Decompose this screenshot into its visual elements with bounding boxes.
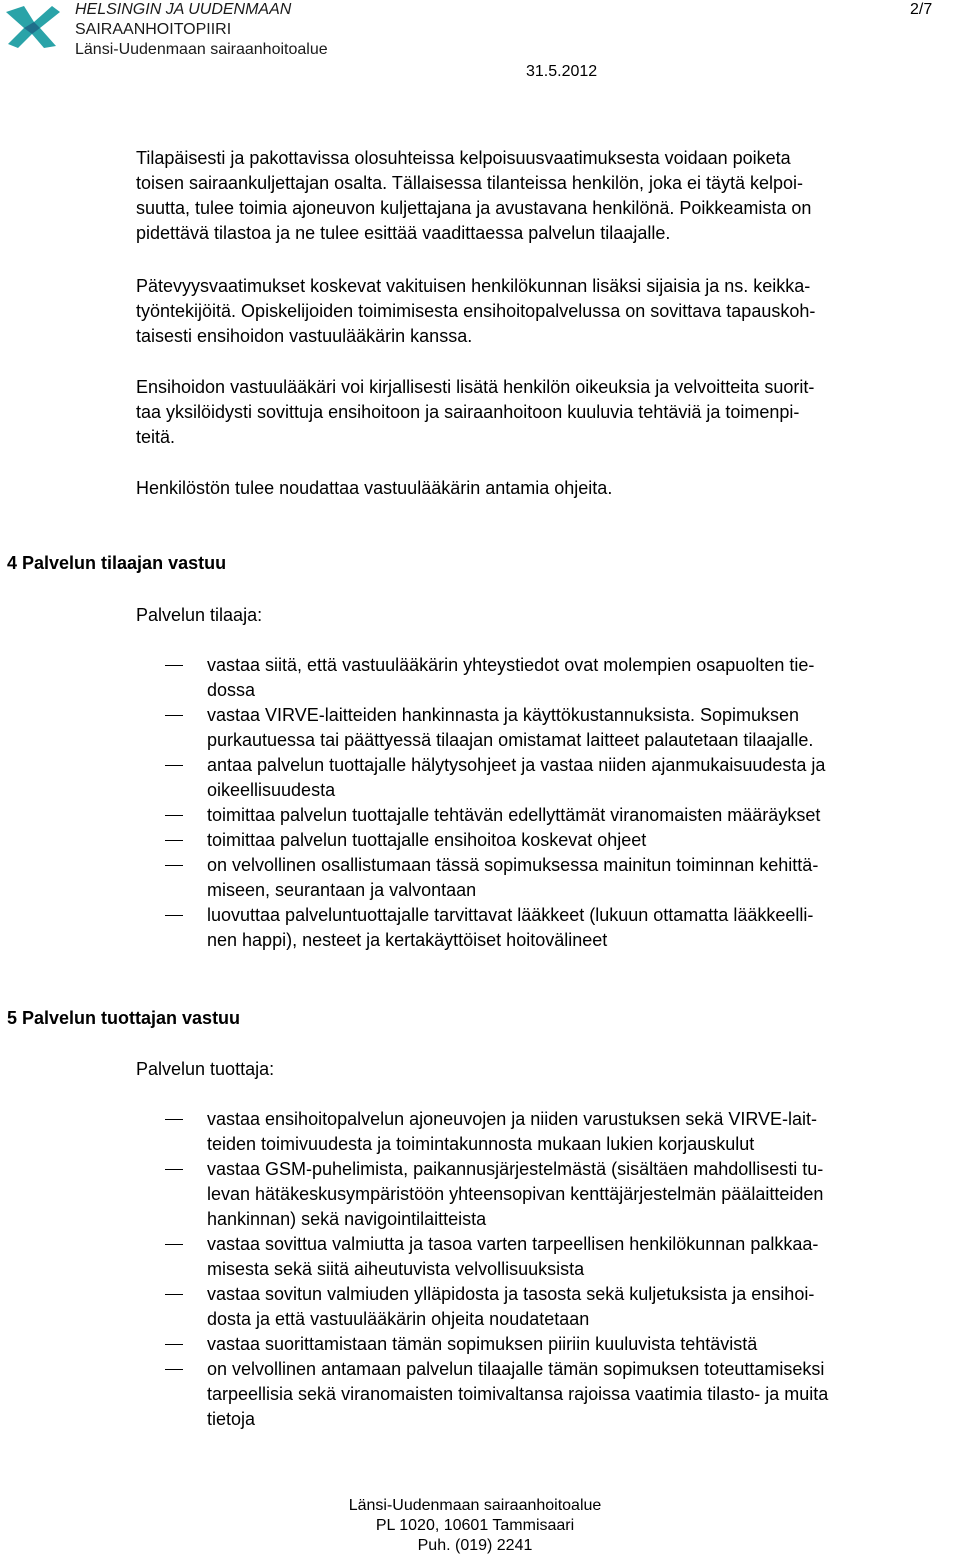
text-line: Tilapäisesti ja pakottavissa olosuhteissa kelpoisuusvaatimuksesta voidaan poiketa — [136, 148, 791, 168]
section-5-list — [165, 1107, 960, 1432]
text-line: suutta, tulee toimia ajoneuvon kuljettajana ja avustavana henkilönä. Poikkeamista on — [136, 198, 812, 218]
dash-bullet-icon — [165, 665, 183, 666]
org-line-3: Länsi-Uudenmaan sairaanhoitoalue — [75, 41, 328, 58]
dash-bullet-icon — [165, 840, 183, 841]
text-line: on velvollinen osallistumaan tässä sopimuksessa mainitun toiminnan kehittä- — [207, 855, 819, 875]
dash-bullet-icon — [165, 815, 183, 816]
dash-bullet-icon — [165, 715, 183, 716]
list-item — [165, 1332, 960, 1357]
org-line-2: SAIRAANHOITOPIIRI — [75, 21, 232, 38]
list-item — [165, 703, 960, 753]
text-line: tietoja — [207, 1409, 256, 1429]
dash-bullet-icon — [165, 1294, 183, 1295]
text-line: vastaa suorittamistaan tämän sopimuksen piiriin kuuluvista tehtävistä — [207, 1334, 758, 1354]
footer-line-2: PL 1020, 10601 Tammisaari — [375, 1517, 575, 1534]
section-4-heading: 4 Palvelun tilaajan vastuu — [7, 553, 227, 573]
list-item — [165, 853, 960, 903]
text-line: dossa — [207, 680, 256, 700]
org-line-1: HELSINGIN JA UUDENMAAN — [75, 1, 292, 18]
text-line: on velvollinen antamaan palvelun tilaajalle tämän sopimuksen toteuttamiseksi — [207, 1359, 825, 1379]
dash-bullet-icon — [165, 765, 183, 766]
list-item — [165, 903, 960, 953]
paragraph-qualifications — [136, 274, 960, 349]
text-line: toimittaa palvelun tuottajalle tehtävän edellyttämät viranomaisten määräykset — [207, 805, 821, 825]
dash-bullet-icon — [165, 865, 183, 866]
section-5-heading: 5 Palvelun tuottajan vastuu — [7, 1008, 241, 1028]
text-line: taisesti ensihoidon vastuulääkärin kanssa. — [136, 326, 473, 346]
text-line: työntekijöitä. Opiskelijoiden toimimisesta ensihoitopalvelussa on sovittava tapauskoh- — [136, 301, 816, 321]
dash-bullet-icon — [165, 1119, 183, 1120]
list-item — [165, 1282, 960, 1332]
text-line: vastaa ensihoitopalvelun ajoneuvojen ja niiden varustuksen sekä VIRVE-lait- — [207, 1109, 818, 1129]
text-line: levan hätäkeskusympäristöön yhteensopivan kenttäjärjestelmän päälaitteiden — [207, 1184, 824, 1204]
dash-bullet-icon — [165, 915, 183, 916]
text-line: Henkilöstön tulee noudattaa vastuulääkärin antamia ohjeita. — [136, 478, 613, 498]
list-item — [165, 803, 960, 828]
dash-bullet-icon — [165, 1244, 183, 1245]
text-line: vastaa GSM-puhelimista, paikannusjärjestelmästä (sisältäen mahdollisesti tu- — [207, 1159, 824, 1179]
footer-line-3: Puh. (019) 2241 — [417, 1537, 533, 1554]
section-5-lead: Palvelun tuottaja: — [136, 1059, 275, 1079]
page-footer — [0, 1496, 960, 1556]
text-line: pidettävä tilastoa ja ne tulee esittää vaadittaessa palvelun tilaajalle. — [136, 223, 671, 243]
text-line: antaa palvelun tuottajalle hälytysohjeet ja vastaa niiden ajanmukaisuudesta ja — [207, 755, 826, 775]
list-item — [165, 828, 960, 853]
text-line: dosta ja että vastuulääkärin ohjeita noudatetaan — [207, 1309, 590, 1329]
text-line: vastaa sovittua valmiutta ja tasoa varten tarpeellisen henkilökunnan palkkaa- — [207, 1234, 819, 1254]
list-item — [165, 1232, 960, 1282]
list-item — [165, 1357, 960, 1432]
text-line: misesta sekä siitä aiheutuvista velvollisuuksista — [207, 1259, 585, 1279]
text-line: Ensihoidon vastuulääkäri voi kirjallisesti lisätä henkilön oikeuksia ja velvoitteita suorit- — [136, 377, 815, 397]
text-line: tarpeellisia sekä viranomaisten toimivaltansa rajoissa vaatimia tilasto- ja muita — [207, 1384, 829, 1404]
paragraph-staff-instructions — [136, 476, 960, 501]
dash-bullet-icon — [165, 1344, 183, 1345]
text-line: nen happi), nesteet ja kertakäyttöiset hoitovälineet — [207, 930, 608, 950]
hus-logo-icon — [4, 4, 62, 50]
document-date: 31.5.2012 — [526, 63, 598, 80]
text-line: hankinnan) sekä navigointilaitteista — [207, 1209, 487, 1229]
list-item — [165, 1107, 960, 1157]
text-line: miseen, seurantaan ja valvontaan — [207, 880, 477, 900]
text-line: vastaa sovitun valmiuden ylläpidosta ja tasosta sekä kuljetuksista ja ensihoi- — [207, 1284, 815, 1304]
text-line: purkautuessa tai päättyessä tilaajan omistamat laitteet palautetaan tilaajalle. — [207, 730, 814, 750]
footer-line-1: Länsi-Uudenmaan sairaanhoitoalue — [348, 1497, 602, 1514]
text-line: toimittaa palvelun tuottajalle ensihoitoa koskevat ohjeet — [207, 830, 647, 850]
dash-bullet-icon — [165, 1169, 183, 1170]
text-line: vastaa siitä, että vastuulääkärin yhteystiedot ovat molempien osapuolten tie- — [207, 655, 815, 675]
paragraph-exceptions — [136, 146, 960, 246]
dash-bullet-icon — [165, 1369, 183, 1370]
list-item — [165, 753, 960, 803]
organization-name — [75, 0, 328, 60]
text-line: teitä. — [136, 427, 176, 447]
paragraph-responsible-doctor — [136, 375, 960, 450]
list-item — [165, 653, 960, 703]
section-4-list — [165, 653, 960, 953]
text-line: teiden toimivuudesta ja toimintakunnosta mukaan lukien korjauskulut — [207, 1134, 755, 1154]
section-4-lead: Palvelun tilaaja: — [136, 605, 263, 625]
text-line: luovuttaa palveluntuottajalle tarvittavat lääkkeet (lukuun ottamatta lääkkeelli- — [207, 905, 814, 925]
text-line: oikeellisuudesta — [207, 780, 336, 800]
text-line: Pätevyysvaatimukset koskevat vakituisen henkilökunnan lisäksi sijaisia ja ns. keikka- — [136, 276, 811, 296]
text-line: vastaa VIRVE-laitteiden hankinnasta ja käyttökustannuksista. Sopimuksen — [207, 705, 800, 725]
page-number: 2/7 — [910, 1, 933, 18]
list-item — [165, 1157, 960, 1232]
text-line: taa yksilöidysti sovittuja ensihoitoon ja sairaanhoitoon kuuluvia tehtäviä ja toimenpi- — [136, 402, 800, 422]
text-line: toisen sairaankuljettajan osalta. Tällaisessa tilanteissa henkilön, joka ei täytä kelpoi- — [136, 173, 804, 193]
